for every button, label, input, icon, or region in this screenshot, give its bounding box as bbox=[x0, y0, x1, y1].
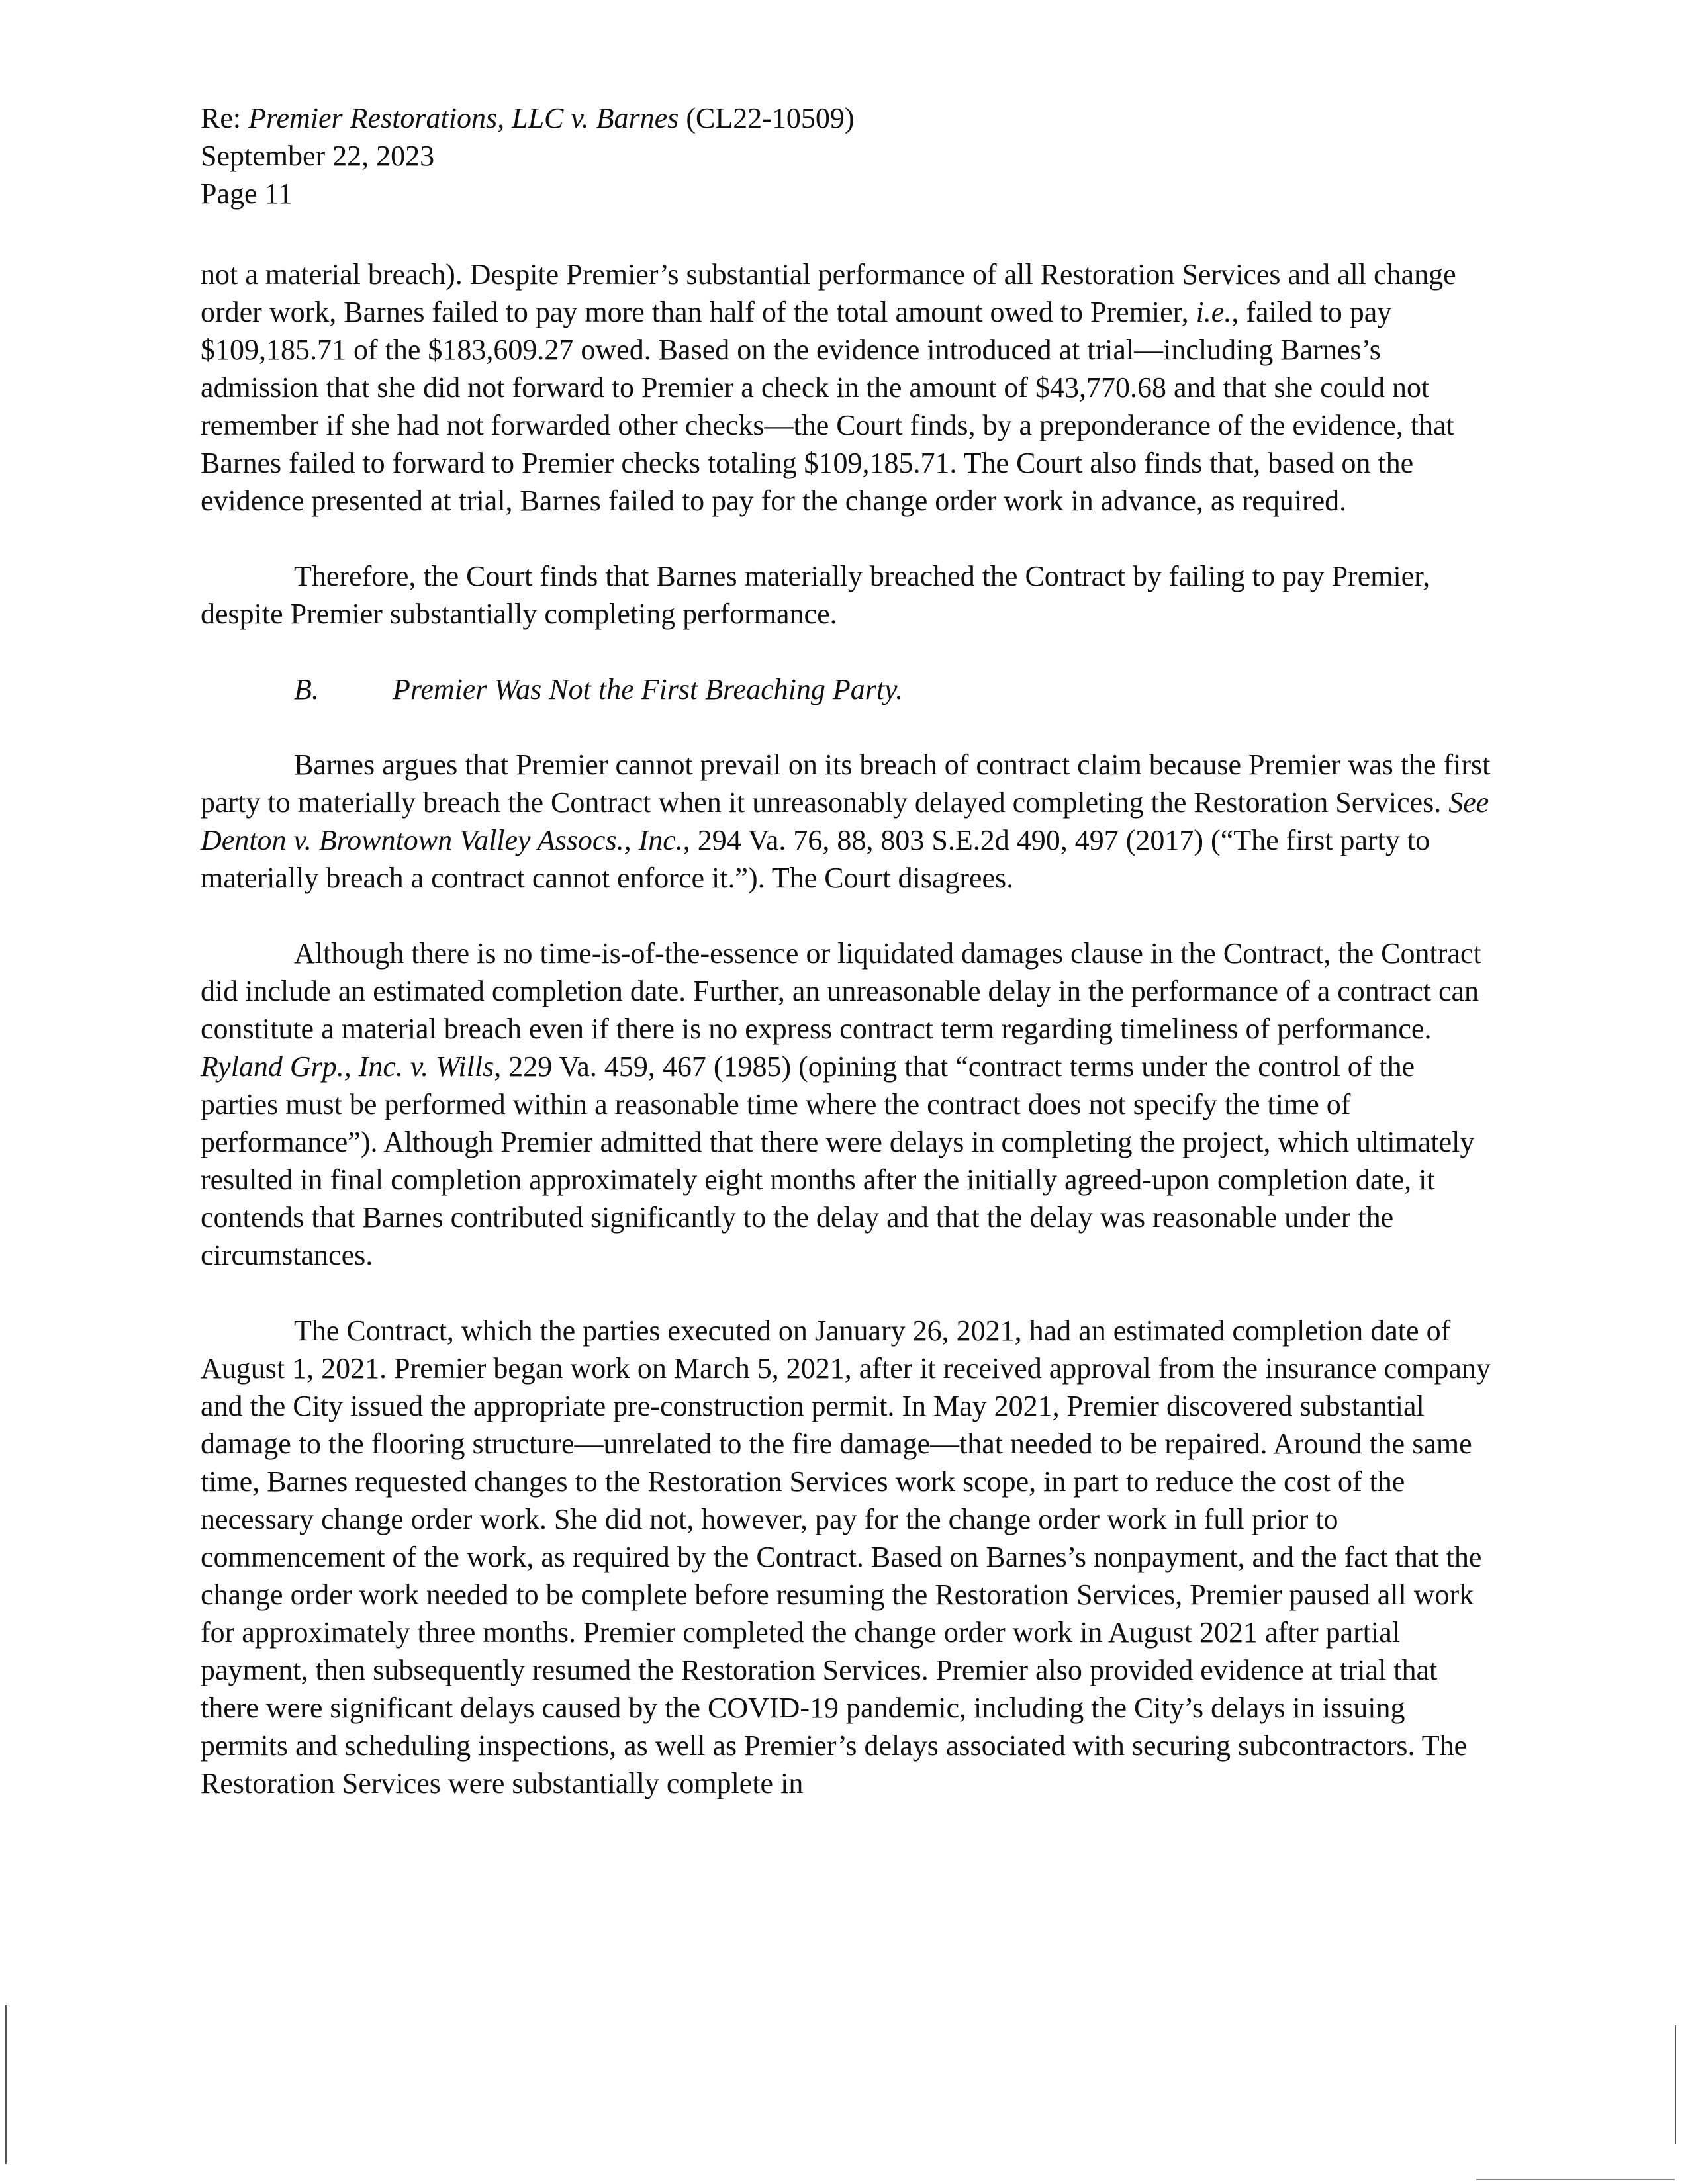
case-name: Premier Restorations, LLC v. Barnes bbox=[248, 102, 679, 134]
case-number: (CL22-10509) bbox=[679, 102, 855, 134]
letter-date: September 22, 2023 bbox=[201, 140, 435, 172]
re-line: Re: Premier Restorations, LLC v. Barnes (CL22-10509) bbox=[201, 102, 855, 134]
section-title: Premier Was Not the First Breaching Party. bbox=[393, 673, 904, 705]
scan-margin-line bbox=[1675, 2025, 1676, 2144]
section-heading-b bbox=[201, 670, 1499, 708]
case-citation: See Denton v. Browntown Valley Assocs., Inc. bbox=[201, 786, 1489, 856]
section-letter: B. bbox=[294, 673, 319, 705]
page-number: Page 11 bbox=[201, 177, 293, 210]
scan-margin-line bbox=[5, 2005, 7, 2164]
case-citation: Ryland Grp., Inc. v. Wills bbox=[201, 1050, 494, 1083]
paragraph-4: Although there is no time-is-of-the-essence or liquidated damages clause in the Contract, the Contract did include an estimated completion date. Further, an unreasonable delay in the performance of a contract can constitute a material breach even if there is no express contract term regarding timeliness of performance. Ryland Grp., Inc. v. Wills, 229 Va. 459, 467 (1985) (opining that “contract terms under the control of the parties must be performed within a reasonable time where the contract does not specify the time of performance”). Although Premier admitted that there were delays in completing the project, which ultimately resulted in final completion approximately eight months after the initially agreed-upon completion date, it contends that Barnes contributed significantly to the delay and that the delay was reasonable under the circumstances. bbox=[201, 937, 1481, 1271]
paragraph-1: not a material breach). Despite Premier’s substantial performance of all Restoration Services and all change order work, Barnes failed to pay more than half of the total amount owed to Premier, i.e., failed to pay $109,185.71 of the $183,609.27 owed. Based on the evidence introduced at trial—including Barnes’s admission that she did not forward to Premier a check in the amount of $43,770.68 and that she could not remember if she had not forwarded other checks—the Court finds, by a preponderance of the evidence, that Barnes failed to forward to Premier checks totaling $109,185.71. The Court also finds that, based on the evidence presented at trial, Barnes failed to pay for the change order work in advance, as required. bbox=[201, 258, 1456, 517]
paragraph-5: The Contract, which the parties executed on January 26, 2021, had an estimated completion date of August 1, 2021. Premier began work on March 5, 2021, after it received approval from the insurance company and the City issued the appropriate pre-construction permit. In May 2021, Premier discovered substantial damage to the flooring structure—unrelated to the fire damage—that needed to be repaired. Around the same time, Barnes requested changes to the Restoration Services work scope, in part to reduce the cost of the necessary change order work. She did not, however, pay for the change order work in full prior to commencement of the work, as required by the Contract. Based on Barnes’s nonpayment, and the fact that the change order work needed to be complete before resuming the Restoration Services, Premier paused all work for approximately three months. Premier completed the change order work in August 2021 after partial payment, then subsequently resumed the Restoration Services. Premier also provided evidence at trial that there were significant delays caused by the COVID-19 pandemic, including the City’s delays in issuing permits and scheduling inspections, as well as Premier’s delays associated with securing subcontractors. The Restoration Services were substantially complete in bbox=[201, 1314, 1491, 1799]
paragraph-3: Barnes argues that Premier cannot prevail on its breach of contract claim because Premier was the first party to materially breach the Contract when it unreasonably delayed completing the Restoration Services. See Denton v. Browntown Valley Assocs., Inc., 294 Va. 76, 88, 803 S.E.2d 490, 497 (2017) (“The first party to materially breach a contract cannot enforce it.”). The Court disagrees. bbox=[201, 749, 1491, 894]
document-body bbox=[201, 255, 1499, 1840]
letter-header bbox=[201, 99, 855, 212]
scan-bottom-line bbox=[1476, 2179, 1675, 2180]
paragraph-2: Therefore, the Court finds that Barnes materially breached the Contract by failing to pay Premier, despite Premier substantially completing performance. bbox=[201, 560, 1430, 630]
